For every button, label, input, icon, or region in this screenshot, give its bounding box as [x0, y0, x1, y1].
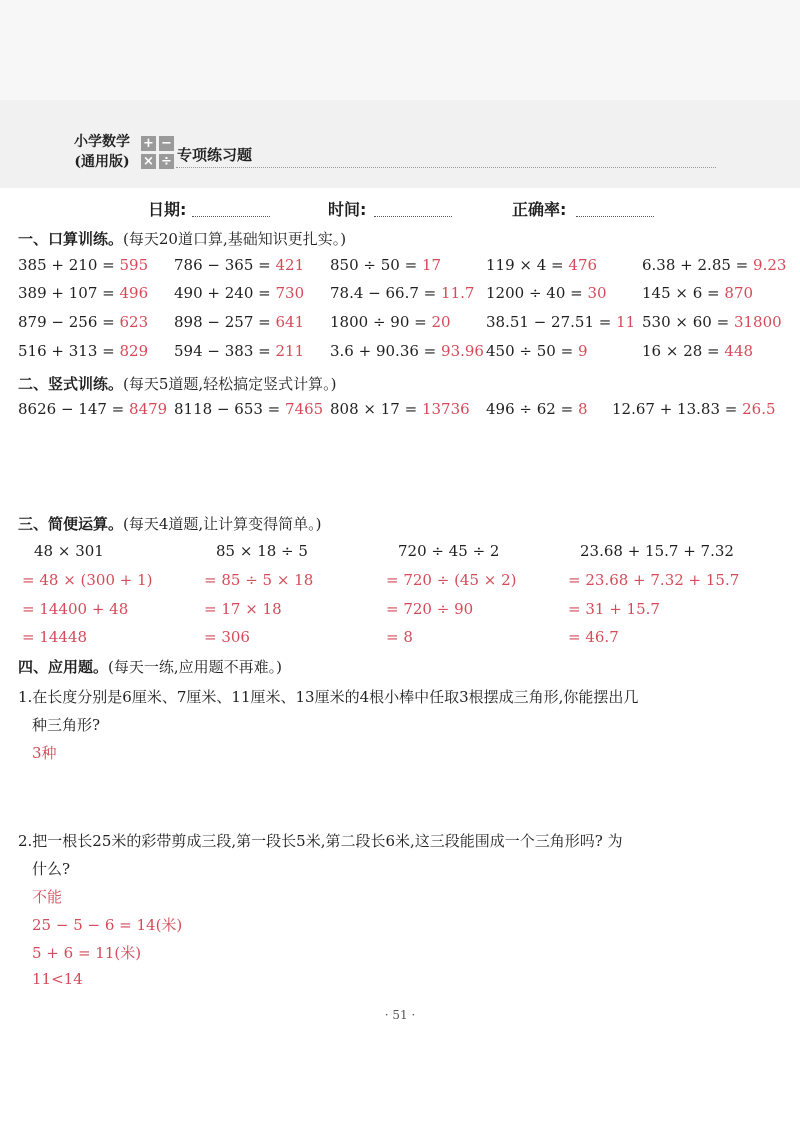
problem-question: 530 × 60 =	[642, 313, 730, 331]
problem-answer: 11.7	[441, 284, 475, 302]
problem-question: 8626 − 147 =	[18, 400, 125, 418]
problem-answer: 623	[119, 313, 149, 331]
problem-answer: 93.96	[441, 342, 484, 360]
section-heading: 一、口算训练。	[18, 230, 124, 248]
problem-question: 786 − 365 =	[174, 256, 271, 274]
problem-answer: 17	[421, 256, 442, 274]
simple-question: 720 ÷ 45 ÷ 2	[398, 542, 500, 560]
problem-answer: 8479	[129, 400, 168, 418]
problem-answer: 730	[275, 284, 305, 302]
problem-answer: 448	[724, 342, 754, 360]
problem-answer: 30	[587, 284, 607, 302]
problem-2-answer-line: 5 + 6 = 11(米)	[32, 944, 142, 962]
problem-question: 496 ÷ 62 =	[486, 400, 574, 418]
subject-label: 小学数学	[74, 134, 130, 150]
problem-answer: 9.23	[753, 256, 787, 274]
oral-problem	[330, 284, 474, 302]
simple-step: = 8	[386, 628, 413, 646]
oral-problem	[18, 256, 148, 274]
simple-step: = 46.7	[568, 628, 619, 646]
problem-question: 898 − 257 =	[174, 313, 271, 331]
oral-problem	[486, 313, 635, 331]
section-vertical-title	[18, 373, 337, 394]
oral-problem	[642, 256, 786, 274]
problem-question: 594 − 383 =	[174, 342, 271, 360]
simple-question: 85 × 18 ÷ 5	[216, 542, 308, 560]
problem-answer: 421	[275, 256, 305, 274]
divide-icon: ÷	[159, 154, 174, 169]
problem-2-answer-line: 25 − 5 − 6 = 14(米)	[32, 916, 183, 934]
vertical-problem	[330, 400, 470, 418]
series-title: 专项练习题	[177, 146, 253, 164]
problem-answer: 9	[577, 342, 588, 360]
problem-question: 450 ÷ 50 =	[486, 342, 574, 360]
oral-problem	[18, 342, 148, 360]
problem-question: 1200 ÷ 40 =	[486, 284, 583, 302]
oral-problem	[486, 342, 588, 360]
problem-question: 808 × 17 =	[330, 400, 418, 418]
problem-answer: 595	[119, 256, 149, 274]
simple-step: = 720 ÷ (45 × 2)	[386, 571, 517, 589]
minus-icon: −	[159, 136, 174, 151]
accuracy-label: 正确率:	[512, 200, 567, 219]
problem-question: 516 + 313 =	[18, 342, 115, 360]
problem-question: 490 + 240 =	[174, 284, 271, 302]
simple-step: = 306	[204, 628, 250, 646]
section-heading: 二、竖式训练。	[18, 375, 124, 393]
vertical-problem	[612, 400, 776, 418]
simple-question: 23.68 + 15.7 + 7.32	[580, 542, 734, 560]
problem-answer: 7465	[285, 400, 324, 418]
section-note: (每天4道题,让计算变得简单。)	[123, 515, 322, 533]
oral-problem	[642, 313, 782, 331]
top-blank-area	[0, 0, 800, 100]
section-oral-title	[18, 228, 346, 249]
problem-question: 38.51 − 27.51 =	[486, 313, 612, 331]
oral-problem	[642, 342, 753, 360]
problem-2-answer-line: 11<14	[32, 970, 83, 988]
edition-label: (通用版)	[74, 154, 130, 170]
simple-step: = 17 × 18	[204, 600, 282, 618]
problem-question: 12.67 + 13.83 =	[612, 400, 738, 418]
problem-question: 78.4 − 66.7 =	[330, 284, 437, 302]
problem-question: 16 × 28 =	[642, 342, 720, 360]
problem-1-answer: 3种	[32, 744, 57, 762]
problem-answer: 11	[616, 313, 636, 331]
problem-answer: 8	[577, 400, 588, 418]
vertical-problem	[486, 400, 588, 418]
simple-step: = 85 ÷ 5 × 18	[204, 571, 314, 589]
oral-problem	[18, 284, 148, 302]
problem-question: 389 + 107 =	[18, 284, 115, 302]
simple-step: = 720 ÷ 90	[386, 600, 474, 618]
operator-icons	[141, 136, 175, 170]
problem-question: 119 × 4 =	[486, 256, 564, 274]
problem-1-text-line1: 1.在长度分别是6厘米、7厘米、11厘米、13厘米的4根小棒中任取3根摆成三角形,你能摆出几	[18, 688, 639, 706]
section-heading: 三、简便运算。	[18, 515, 124, 533]
simple-step: = 14400 + 48	[22, 600, 129, 618]
section-heading: 四、应用题。	[18, 658, 109, 676]
problem-question: 8118 − 653 =	[174, 400, 281, 418]
section-note: (每天20道口算,基础知识更扎实。)	[123, 230, 347, 248]
section-simple-title	[18, 513, 322, 534]
vertical-problem	[174, 400, 323, 418]
oral-problem	[486, 256, 597, 274]
problem-2-text-line2: 什么?	[32, 860, 71, 878]
oral-problem	[174, 342, 304, 360]
problem-question: 385 + 210 =	[18, 256, 115, 274]
problem-question: 6.38 + 2.85 =	[642, 256, 749, 274]
time-label: 时间:	[328, 200, 367, 219]
oral-problem	[330, 256, 441, 274]
time-blank	[374, 216, 452, 217]
oral-problem	[642, 284, 753, 302]
simple-step: = 31 + 15.7	[568, 600, 660, 618]
section-note: (每天一练,应用题不再难。)	[108, 658, 282, 676]
problem-answer: 20	[431, 313, 451, 331]
problem-question: 850 ÷ 50 =	[330, 256, 418, 274]
times-icon: ×	[141, 154, 156, 169]
problem-2-answer-line: 不能	[32, 888, 63, 906]
problem-2-text-line1: 2.把一根长25米的彩带剪成三段,第一段长5米,第二段长6米,这三段能围成一个三角形吗? 为	[18, 832, 623, 850]
section-applied-title	[18, 656, 282, 677]
oral-problem	[330, 342, 484, 360]
oral-problem	[174, 313, 304, 331]
accuracy-blank	[576, 216, 654, 217]
header-divider	[176, 167, 716, 168]
problem-answer: 496	[119, 284, 149, 302]
simple-step: = 48 × (300 + 1)	[22, 571, 153, 589]
problem-question: 879 − 256 =	[18, 313, 115, 331]
vertical-problem	[18, 400, 167, 418]
problem-answer: 26.5	[742, 400, 776, 418]
oral-problem	[486, 284, 607, 302]
problem-answer: 31800	[733, 313, 782, 331]
problem-answer: 211	[275, 342, 305, 360]
book-subject	[74, 132, 130, 172]
page-number: · 51 ·	[384, 1008, 416, 1022]
date-label: 日期:	[148, 200, 187, 219]
simple-step: = 14448	[22, 628, 88, 646]
oral-problem	[174, 256, 304, 274]
simple-question: 48 × 301	[34, 542, 104, 560]
oral-problem	[18, 313, 148, 331]
problem-answer: 829	[119, 342, 149, 360]
oral-problem	[174, 284, 304, 302]
simple-step: = 23.68 + 7.32 + 15.7	[568, 571, 740, 589]
section-note: (每天5道题,轻松搞定竖式计算。)	[123, 375, 337, 393]
problem-question: 145 × 6 =	[642, 284, 720, 302]
date-blank	[192, 216, 270, 217]
problem-answer: 641	[275, 313, 305, 331]
problem-answer: 13736	[421, 400, 470, 418]
problem-1-text-line2: 种三角形?	[32, 716, 101, 734]
problem-answer: 476	[568, 256, 598, 274]
plus-icon: +	[141, 136, 156, 151]
problem-question: 1800 ÷ 90 =	[330, 313, 427, 331]
oral-problem	[330, 313, 451, 331]
problem-answer: 870	[724, 284, 754, 302]
problem-question: 3.6 + 90.36 =	[330, 342, 437, 360]
